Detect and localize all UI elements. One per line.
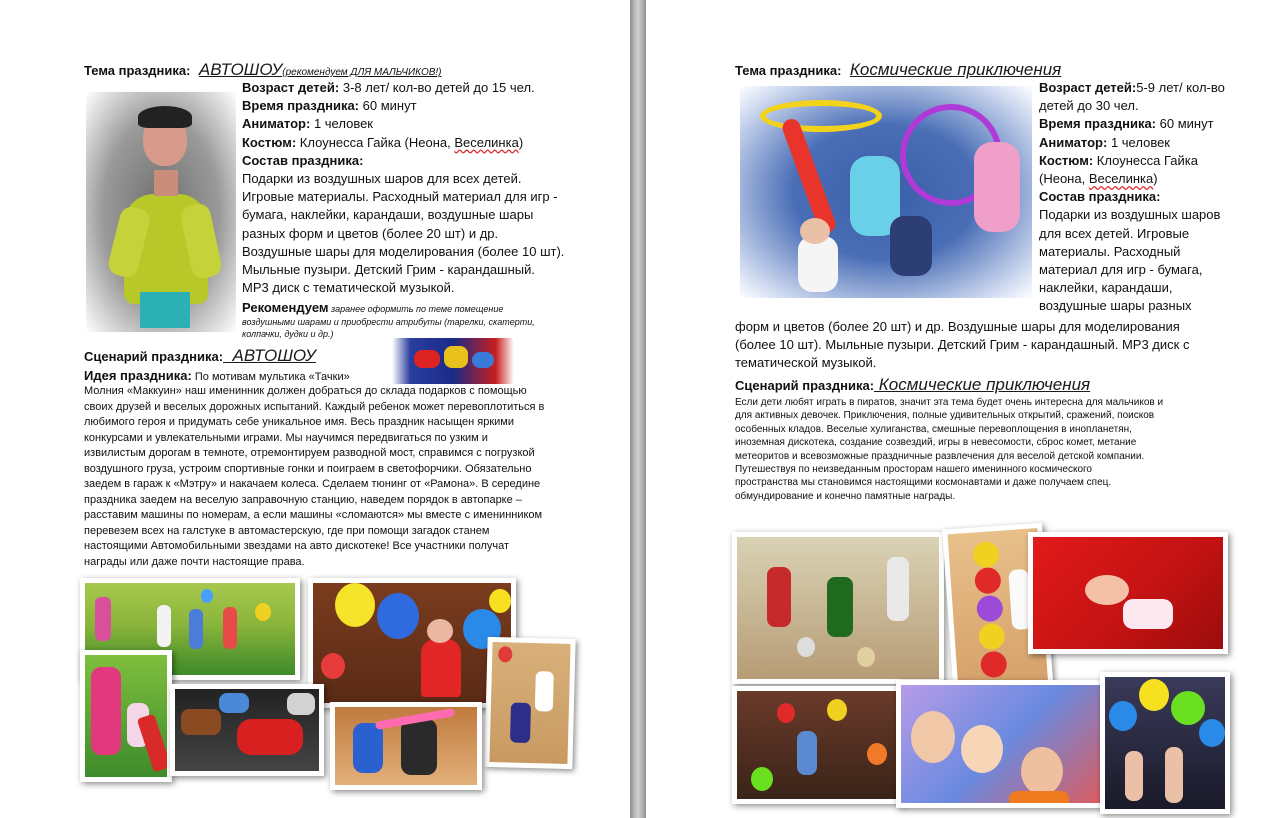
costume-value-end: ) bbox=[518, 134, 524, 150]
photo-kids-dancing bbox=[484, 637, 575, 769]
costume-value-name: Веселинка bbox=[1088, 171, 1154, 187]
costume-line bbox=[242, 134, 622, 152]
story-line: Молния «Маккуин» наш именинник должен добраться до склада подарков с помощью bbox=[84, 385, 527, 397]
contents-line: бумага, наклейки, карандаши, воздушные шары bbox=[242, 207, 534, 223]
recommend-line: колпачки, дудки и др.) bbox=[242, 329, 334, 339]
photo-cars-toys bbox=[170, 684, 324, 776]
age-value: 5-9 лет/ кол-во bbox=[1136, 80, 1225, 95]
age-label: Возраст детей: bbox=[1039, 80, 1137, 95]
costume-value-end: ) bbox=[1153, 171, 1158, 187]
idea-line bbox=[84, 367, 350, 385]
photo-kids-with-balloons-floor bbox=[732, 532, 944, 684]
contents-line: Подарки из воздушных шаров bbox=[1039, 207, 1221, 223]
age-line bbox=[1039, 79, 1269, 97]
story-line: иноземная дискотека, создание созвездий, игры в невесомости, сброс комет, метание bbox=[735, 437, 1137, 449]
cars-header-image bbox=[392, 338, 514, 384]
time-line bbox=[1039, 115, 1269, 133]
costume-line bbox=[1039, 152, 1269, 170]
animator-line bbox=[1039, 134, 1269, 152]
story-line: настоящими Автомобильными звездами на авто дискотеке! Все участники получат bbox=[84, 540, 510, 552]
costume-label: Костюм: bbox=[242, 134, 297, 150]
photo-disco-party bbox=[732, 686, 904, 804]
theme-title: АВТОШОУ bbox=[198, 60, 283, 79]
theme-label: Тема праздника: bbox=[735, 63, 842, 78]
time-label: Время праздника: bbox=[242, 98, 360, 114]
idea-value: По мотивам мультика «Тачки» bbox=[191, 371, 350, 383]
contents-line: материалы. Расходный bbox=[1039, 243, 1181, 259]
idea-label: Идея праздника: bbox=[84, 368, 192, 383]
age-label: Возраст детей: bbox=[242, 80, 340, 95]
story-text bbox=[735, 396, 1275, 503]
story-line: Если дети любят играть в пиратов, значит эта тема будет очень интересна для мальчиков и bbox=[735, 397, 1164, 408]
contents-line: МР3 диск с тематической музыкой. bbox=[242, 280, 455, 296]
contents-line: тематической музыкой. bbox=[735, 355, 877, 371]
scenario-line bbox=[84, 346, 316, 366]
recommend-block bbox=[242, 300, 622, 341]
age-line bbox=[242, 79, 622, 97]
story-line: извилистым дорогам в темноте, отремонтируем разводной мост, справимся с погрузкой bbox=[84, 447, 535, 459]
animator-value: 1 человек bbox=[310, 116, 373, 132]
age-value-cont: детей до 30 чел. bbox=[1039, 98, 1139, 114]
story-line: перевезем всех на галстуке в автомастерскую, где при помощи загадок станем bbox=[84, 524, 490, 537]
contents-block-wide bbox=[735, 318, 1275, 373]
costume-value-cont: (Неона, bbox=[1039, 171, 1089, 187]
photo-clown-with-child bbox=[80, 650, 172, 782]
page-gutter bbox=[630, 0, 646, 818]
story-line: конкурсами и увлекательными играми. Мы научимся передвигаться по узким и bbox=[84, 431, 488, 444]
story-line: своих друзей и веселых дорожных испытаний. Каждый ребенок может перевоплотиться в bbox=[84, 400, 545, 413]
photo-hands-up-balloons bbox=[1100, 672, 1230, 814]
details-block bbox=[1039, 79, 1269, 316]
details-block bbox=[242, 79, 622, 297]
contents-line: Мыльные пузыри. Детский Грим - карандашный. bbox=[242, 262, 535, 278]
story-line: любимого героя и придумать себе уникальное имя. Весь праздник насыщен яркими bbox=[84, 416, 515, 428]
contents-line: Воздушные шары для моделирования (более 10 шт). bbox=[242, 243, 565, 259]
animator-label: Аниматор: bbox=[242, 116, 311, 132]
story-line: награды или даже почти настоящие права. bbox=[84, 555, 305, 568]
theme-title: Космические приключения bbox=[849, 60, 1062, 79]
scenario-label: Сценарий праздника: bbox=[735, 378, 875, 393]
clown-photo bbox=[86, 92, 236, 332]
costume-label: Костюм: bbox=[1039, 152, 1094, 168]
story-line: Путешествуя по неизведанным просторам нашего именинного космического bbox=[735, 464, 1092, 476]
scenario-label: Сценарий праздника: bbox=[84, 349, 224, 364]
contents-line: форм и цветов (более 20 шт) и др. Воздушные шары для моделирования bbox=[735, 319, 1180, 334]
story-line: воздушного груза, устроим спортивные гонки и поиграем в светофорчики. Обязательно bbox=[84, 462, 532, 475]
contents-label: Состав праздника: bbox=[242, 152, 364, 168]
theme-line bbox=[84, 60, 442, 80]
contents-line: разных форм и цветов (более 20 шт) и др. bbox=[242, 225, 499, 241]
recommend-line: воздушными шарами и приобрести атрибуты (тарелки, скатерти, bbox=[242, 316, 535, 327]
story-line: для активных девочек. Приключения, полные удивительных открытий, сражений, поисков bbox=[735, 410, 1155, 422]
story-line: заедем в гараж к «Мэтру» и накачаем колеса. Сделаем тюнинг от «Рамона». В середине bbox=[84, 478, 541, 490]
story-line: обмундирование и конечно памятные награды. bbox=[735, 490, 956, 502]
contents-line: воздушные шары разных bbox=[1039, 298, 1192, 314]
photo-kids-under-parachute bbox=[896, 680, 1112, 808]
story-line: праздника заедем на веселую заправочную станцию, наведем порядок в автопарке – bbox=[84, 493, 522, 506]
recommend-line: заранее оформить по теме помещение bbox=[328, 304, 504, 314]
scenario-line bbox=[735, 375, 1090, 395]
theme-note: (рекомендуем ДЛЯ МАЛЬЧИКОВ!) bbox=[282, 67, 442, 78]
space-party-photo bbox=[740, 86, 1032, 298]
contents-line: наклейки, карандаши, bbox=[1039, 280, 1173, 296]
contents-label: Состав праздника: bbox=[1039, 189, 1161, 205]
contents-line: материал для игр - бумага, bbox=[1039, 262, 1203, 278]
costume-value: Клоунесса Гайка (Неона, bbox=[296, 134, 455, 150]
age-value: 3-8 лет/ кол-во детей до 15 чел. bbox=[339, 80, 535, 95]
recommend-label: Рекомендуем bbox=[242, 300, 329, 315]
costume-value: Клоунесса Гайка bbox=[1093, 152, 1198, 168]
story-line: расставим машины по номерам, а если машины «сломаются» мы вместе с именинником bbox=[84, 509, 543, 521]
story-line: особенных кладов. Веселые хулиганства, смешные перевоплощения в инопланетян, bbox=[735, 423, 1132, 435]
scenario-title: Космические приключения bbox=[874, 375, 1091, 394]
costume-value-name: Веселинка bbox=[454, 134, 519, 150]
document-page-left bbox=[0, 0, 630, 818]
photo-balloon-modeling bbox=[330, 702, 482, 790]
animator-label: Аниматор: bbox=[1039, 134, 1108, 150]
costume-line-cont bbox=[1039, 170, 1269, 188]
time-label: Время праздника: bbox=[1039, 116, 1157, 132]
story-line: пространства мы становимся настоящими космонавтами и даже получаем спец. bbox=[735, 477, 1112, 489]
animator-line bbox=[242, 115, 622, 133]
time-value: 60 минут bbox=[359, 98, 417, 114]
story-text bbox=[84, 384, 624, 570]
scenario-title: АВТОШОУ bbox=[223, 346, 316, 365]
document-page-right bbox=[646, 0, 1279, 818]
photo-girl-in-parachute bbox=[1028, 532, 1228, 654]
theme-line bbox=[735, 60, 1061, 80]
contents-line: Подарки из воздушных шаров для всех детей. bbox=[242, 171, 522, 187]
time-line bbox=[242, 97, 622, 115]
theme-label: Тема праздника: bbox=[84, 63, 191, 78]
contents-line: для всех детей. Игровые bbox=[1039, 225, 1190, 241]
time-value: 60 минут bbox=[1156, 116, 1214, 132]
animator-value: 1 человек bbox=[1107, 134, 1170, 150]
photo-balloon-party bbox=[308, 578, 516, 708]
contents-line: (более 10 шт). Мыльные пузыри. Детский Грим - карандашный. МР3 диск с bbox=[735, 337, 1190, 353]
contents-line: Игровые материалы. Расходный материал для игр - bbox=[242, 189, 558, 205]
story-line: метеоритов и всевозможные праздничные развлечения для веселой детской компании. bbox=[735, 450, 1145, 462]
